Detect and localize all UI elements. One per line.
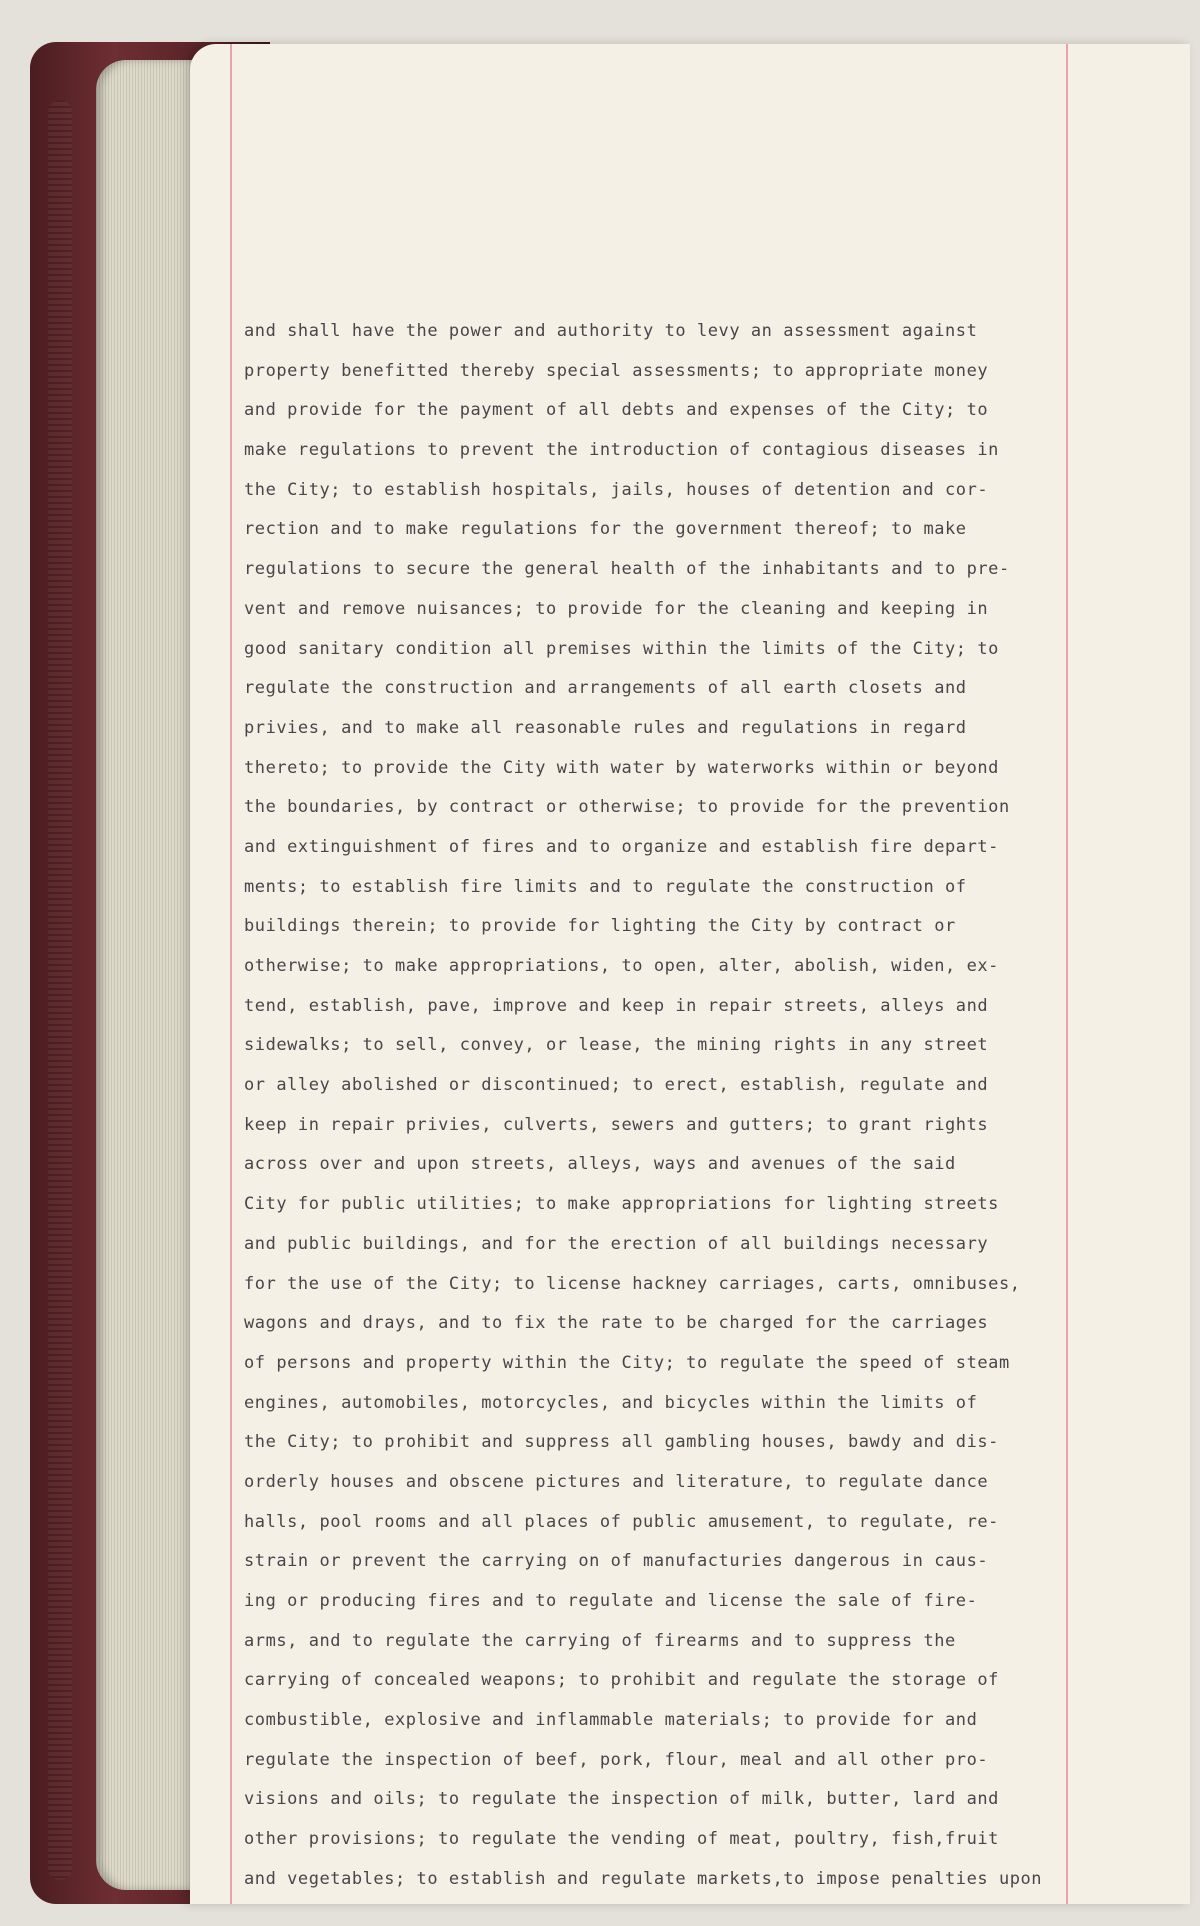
text-line: of persons and property within the City; to regulate the speed of steam [244,1352,1010,1373]
text-line: rection and to make regulations for the government thereof; to make [244,519,967,540]
text-line: arms, and to regulate the carrying of firearms and to suppress the [244,1630,956,1651]
text-line: the boundaries, by contract or otherwise; to provide for the prevention [244,797,1010,818]
typed-text-block [244,312,1064,1900]
text-line: the City; to establish hospitals, jails, houses of detention and cor- [244,479,989,500]
text-line: orderly houses and obscene pictures and literature, to regulate dance [244,1471,989,1492]
text-line: across over and upon streets, alleys, ways and avenues of the said [244,1154,956,1175]
text-line: ments; to establish fire limits and to regulate the construction of [244,876,967,897]
text-line: visions and oils; to regulate the inspection of milk, butter, lard and [244,1789,999,1810]
text-line: combustible, explosive and inflammable materials; to provide for and [244,1710,978,1731]
left-margin-rule [230,44,232,1904]
text-line: and public buildings, and for the erection of all buildings necessary [244,1233,989,1254]
text-line: ing or producing fires and to regulate and license the sale of fire- [244,1591,978,1611]
text-line: regulations to secure the general health of the inhabitants and to pre- [244,559,1010,580]
text-line: strain or prevent the carrying on of manufacturies dangerous in caus- [244,1551,989,1572]
text-line: engines, automobiles, motorcycles, and bicycles within the limits of [244,1392,978,1413]
text-line: the City; to prohibit and suppress all gambling houses, bawdy and dis- [244,1432,999,1453]
text-line: keep in repair privies, culverts, sewers and gutters; to grant rights [244,1114,989,1135]
text-line: otherwise; to make appropriations, to open, alter, abolish, widen, ex- [244,956,999,976]
text-line: thereto; to provide the City with water by waterworks within or beyond [244,757,999,778]
text-line: other provisions; to regulate the vending of meat, poultry, fish,fruit [244,1829,999,1850]
text-line: tend, establish, pave, improve and keep in repair streets, alleys and [244,995,989,1016]
text-line: good sanitary condition all premises within the limits of the City; to [244,638,999,659]
text-line: and extinguishment of fires and to organize and establish fire depart- [244,836,999,857]
text-line: vent and remove nuisances; to provide for the cleaning and keeping in [244,598,989,619]
text-line: privies, and to make all reasonable rules and regulations in regard [244,717,967,738]
text-line: or alley abolished or discontinued; to erect, establish, regulate and [244,1075,989,1096]
text-line: and shall have the power and authority to levy an assessment against [244,321,978,341]
text-line: property benefitted thereby special assessments; to appropriate money [244,360,989,381]
book-spine-edge [48,100,72,1880]
text-line: halls, pool rooms and all places of public amusement, to regulate, re- [244,1511,999,1532]
text-line: carrying of concealed weapons; to prohibit and regulate the storage of [244,1670,999,1691]
text-line: regulate the inspection of beef, pork, flour, meal and all other pro- [244,1749,989,1770]
ledger-page [190,44,1190,1904]
text-line: regulate the construction and arrangements of all earth closets and [244,678,967,699]
text-line: City for public utilities; to make appropriations for lighting streets [244,1194,999,1215]
text-line: and vegetables; to establish and regulate markets,to impose penalties upon [244,1868,1043,1889]
text-line: make regulations to prevent the introduction of contagious diseases in [244,440,999,461]
text-line: and provide for the payment of all debts and expenses of the City; to [244,400,989,421]
text-line: for the use of the City; to license hackney carriages, carts, omnibuses, [244,1273,1021,1294]
text-line: wagons and drays, and to fix the rate to be charged for the carriages [244,1313,989,1334]
text-line: buildings therein; to provide for lighting the City by contract or [244,916,956,937]
text-line: sidewalks; to sell, convey, or lease, the mining rights in any street [244,1035,989,1056]
right-margin-rule [1066,44,1068,1904]
